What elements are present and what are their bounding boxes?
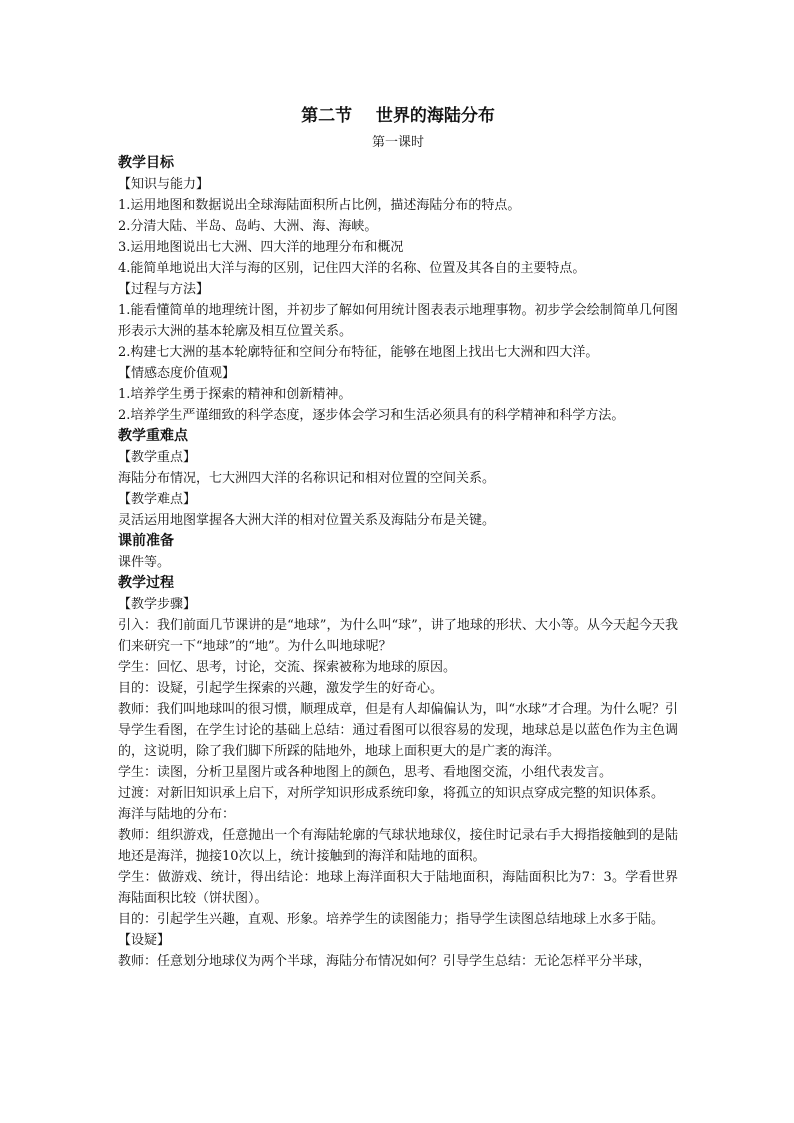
process-paragraph: 学生：读图，分析卫星图片或各种地图上的颜色，思考、看地图交流，小组代表发言。 bbox=[118, 765, 613, 780]
process-paragraph: 过渡：对新旧知识承上启下，对所学知识形成系统印象，将孤立的知识点穿成完整的知识体系。 bbox=[118, 786, 665, 801]
subsection-label-steps: 【教学步骤】 bbox=[118, 597, 197, 612]
process-item: 2.构建七大洲的基本轮廓特征和空间分布特征，能够在地图上找出七大洲和四大洋。 bbox=[118, 345, 599, 360]
page-title: 第二节 世界的海陆分布 bbox=[301, 106, 495, 126]
process-paragraph: 目的：设疑，引起学生探索的兴趣，激发学生的好奇心。 bbox=[118, 681, 444, 696]
subsection-label-difficulty: 【教学难点】 bbox=[118, 492, 197, 507]
prep-text: 课件等。 bbox=[118, 555, 171, 570]
process-item: 1.能看懂简单的地理统计图，并初步了解如何用统计图表表示地理事物。初步学会绘制简单几何图形表示大洲的基本轮廓及相互位置关系。 bbox=[118, 303, 678, 339]
process-paragraph: 学生：做游戏、统计，得出结论：地球上海洋面积大于陆地面积，海陆面积比为7：3。学看世界海陆面积比较（饼状图）。 bbox=[118, 870, 678, 906]
subsection-label-focus: 【教学重点】 bbox=[118, 450, 197, 465]
process-paragraph: 教师：我们叫地球叫的很习惯，顺理成章，但是有人却偏偏认为，叫“水球”才合理。为什么呢？引导学生看图，在学生讨论的基础上总结：通过看图可以很容易的发现，地球总是以蓝色作为主色调的，这说明，除了我们脚下所踩的陆地外，地球上面积更大的是广袤的海洋。 bbox=[118, 702, 678, 759]
focus-text: 海陆分布情况，七大洲四大洋的名称识记和相对位置的空间关系。 bbox=[118, 471, 496, 486]
subsection-label-question: 【设疑】 bbox=[118, 933, 171, 948]
section-heading-process: 教学过程 bbox=[118, 575, 174, 591]
section-heading-keypoints: 教学重难点 bbox=[118, 428, 188, 444]
question-text: 教师：任意划分地球仪为两个半球，海陆分布情况如何？引导学生总结：无论怎样平分半球， bbox=[118, 954, 652, 969]
subsection-label-attitude: 【情感态度价值观】 bbox=[118, 366, 236, 381]
knowledge-item: 3.运用地图说出七大洲、四大洋的地理分布和概况 bbox=[118, 240, 404, 255]
section-heading-goals: 教学目标 bbox=[118, 155, 174, 171]
subsection-label-knowledge: 【知识与能力】 bbox=[118, 177, 210, 192]
knowledge-item: 2.分清大陆、半岛、岛屿、大洲、海、海峡。 bbox=[118, 219, 378, 234]
page-subtitle: 第一课时 bbox=[371, 135, 424, 150]
process-paragraph: 目的：引起学生兴趣，直观、形象。培养学生的读图能力；指导学生读图总结地球上水多于陆。 bbox=[118, 912, 665, 927]
attitude-item: 1.培养学生勇于探索的精神和创新精神。 bbox=[118, 387, 352, 402]
subsection-label-process: 【过程与方法】 bbox=[118, 282, 210, 297]
process-paragraph: 教师：组织游戏，任意抛出一个有海陆轮廓的气球状地球仪，接住时记录右手大拇指接触到的是陆地还是海洋，抛接10次以上，统计接触到的海洋和陆地的面积。 bbox=[118, 828, 678, 864]
section-heading-prep: 课前准备 bbox=[118, 533, 174, 549]
attitude-item: 2.培养学生严谨细致的科学态度，逐步体会学习和生活必须具有的科学精神和科学方法。 bbox=[118, 408, 625, 423]
knowledge-item: 1.运用地图和数据说出全球海陆面积所占比例，描述海陆分布的特点。 bbox=[118, 198, 521, 213]
process-paragraph: 学生：回忆、思考，讨论，交流、探索被称为地球的原因。 bbox=[118, 660, 457, 675]
process-paragraph: 海洋与陆地的分布： bbox=[118, 807, 236, 822]
knowledge-item: 4.能简单地说出大洋与海的区别，记住四大洋的名称、位置及其各自的主要特点。 bbox=[118, 261, 586, 276]
process-paragraph: 引入：我们前面几节课讲的是“地球”，为什么叫“球”，讲了地球的形状、大小等。从今天起今天我们来研究一下“地球”的“地”。为什么叫地球呢？ bbox=[118, 618, 678, 654]
difficulty-text: 灵活运用地图掌握各大洲大洋的相对位置关系及海陆分布是关键。 bbox=[118, 513, 496, 528]
document-page bbox=[118, 103, 678, 972]
